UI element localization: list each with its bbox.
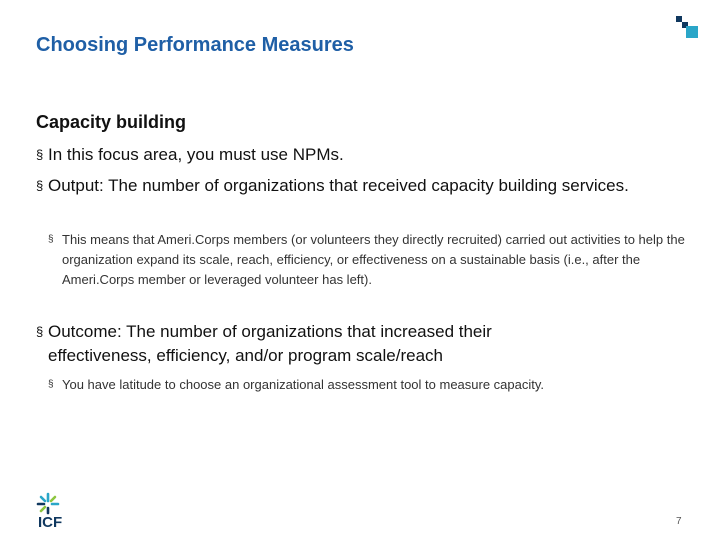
bullet-2 [36, 174, 676, 198]
bullet-1 [36, 143, 676, 167]
icf-starburst-icon [36, 491, 84, 531]
corner-squares-decoration [676, 16, 700, 40]
bullet-1-text: In this focus area, you must use NPMs. [48, 145, 344, 164]
sub-bullet-2-1 [48, 230, 696, 290]
bullet-marker: § [36, 147, 44, 162]
bullet-marker: § [36, 178, 44, 193]
sub-bullet-3-1 [48, 375, 696, 395]
section-subheading: Capacity building [36, 112, 187, 132]
sub-bullet-marker: § [48, 379, 54, 390]
logo-text: ICF [38, 514, 63, 531]
bullet-3-text: Outcome: The number of organizations that increased their effectiveness, efficiency, and/or program scale/reach [48, 322, 492, 365]
icf-logo [36, 491, 84, 531]
sub-bullet-2-1-text: This means that Ameri.Corps members (or volunteers they directly recruited) carried out activities to help the organization expand its scale, reach, efficiency, or effectiveness on a sustainable basis (i.e., after the Ameri.Corps member or leveraged volunteer has left). [62, 232, 685, 287]
slide-title: Choosing Performance Measures [36, 34, 354, 56]
page-number: 7 [676, 516, 682, 527]
bullet-marker: § [36, 324, 44, 339]
sub-bullet-marker: § [48, 234, 54, 245]
bullet-3 [36, 320, 596, 368]
sub-bullet-3-1-text: You have latitude to choose an organizational assessment tool to measure capacity. [62, 377, 545, 392]
bullet-2-text: Output: The number of organizations that received capacity building services. [48, 176, 629, 195]
